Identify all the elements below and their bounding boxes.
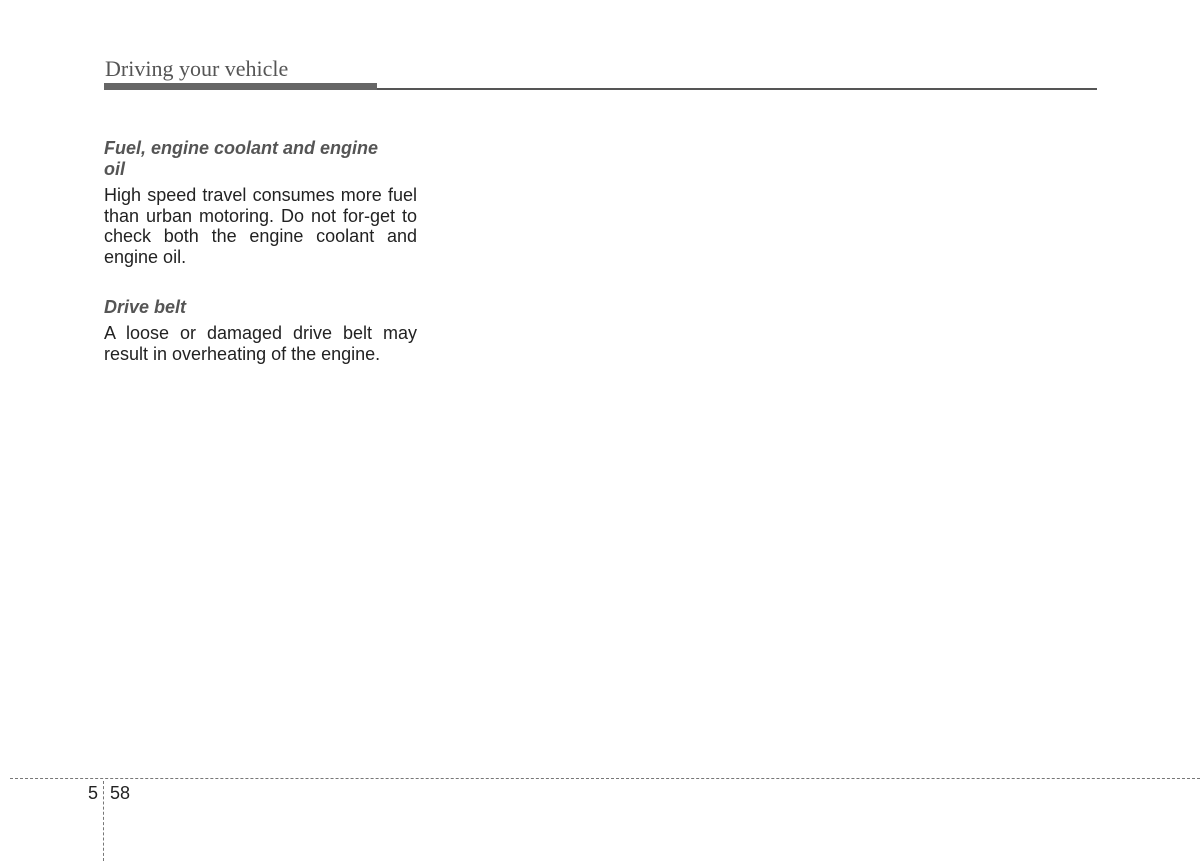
chapter-number: 5 xyxy=(88,783,99,803)
section-body: A loose or damaged drive belt may result in overheating of the engine. xyxy=(104,323,417,364)
section-drive-belt xyxy=(104,297,417,364)
content-column xyxy=(104,138,417,364)
header-rule xyxy=(377,88,1097,90)
header-rule-accent xyxy=(104,83,377,90)
section-heading-line: oil xyxy=(104,159,125,179)
page-number: 58 xyxy=(110,783,131,803)
section-heading xyxy=(104,138,417,180)
footer-divider xyxy=(103,781,104,861)
section-heading-line: Fuel, engine coolant and engine xyxy=(104,138,379,158)
section-fuel-coolant-oil xyxy=(104,138,417,267)
section-body: High speed travel consumes more fuel than urban motoring. Do not for-get to check both the engine coolant and engine oil. xyxy=(104,185,417,267)
section-heading: Drive belt xyxy=(104,297,187,317)
header-title: Driving your vehicle xyxy=(105,56,289,81)
footer-rule xyxy=(10,778,1200,779)
